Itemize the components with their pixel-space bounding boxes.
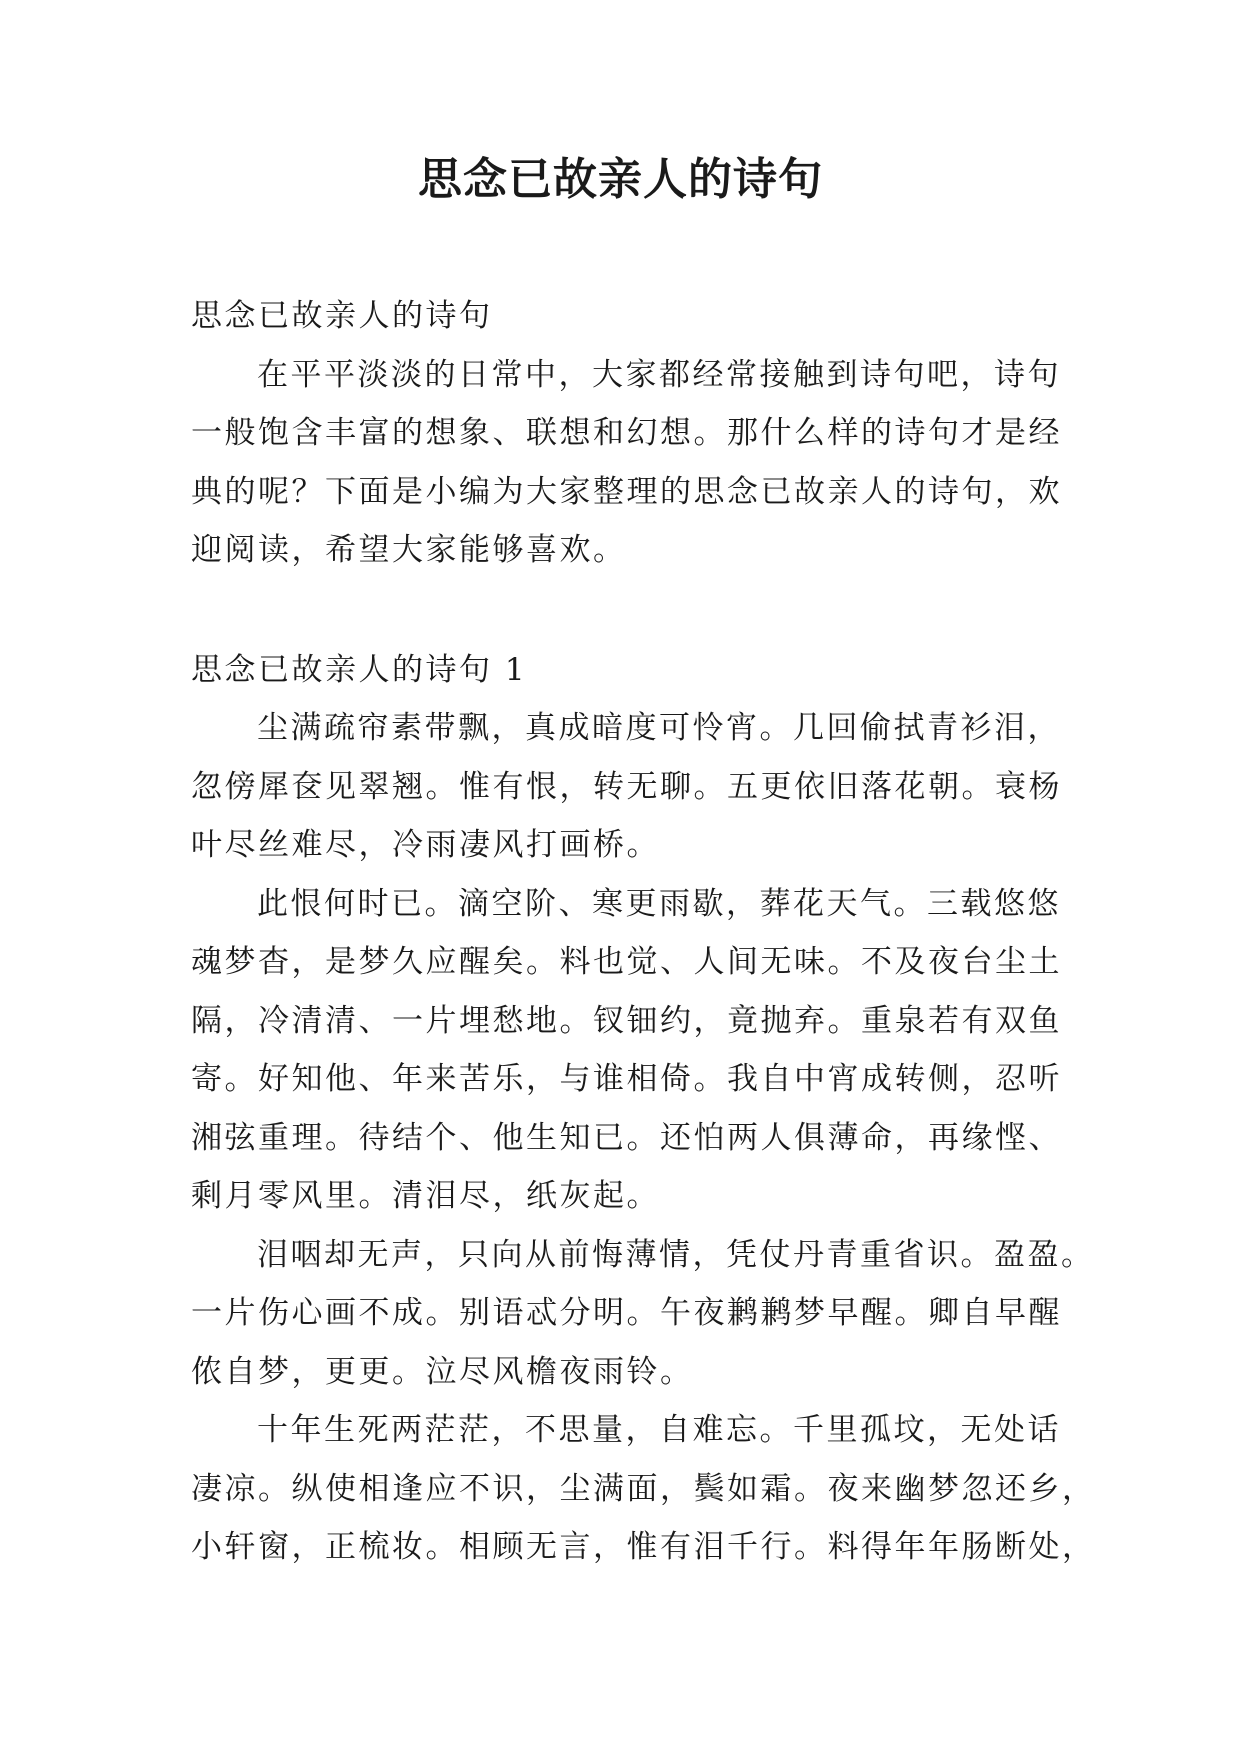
poem-line: 凄凉。纵使相逢应不识，尘满面，鬓如霜。夜来幽梦忽还乡，: [191, 1470, 1096, 1507]
poem-line: 隔，冷清清、一片埋愁地。钗钿约，竟抛弃。重泉若有双鱼: [191, 1002, 1062, 1039]
intro-line: 在平平淡淡的日常中，大家都经常接触到诗句吧，诗句: [257, 356, 1061, 393]
poem-line: 湘弦重理。待结个、他生知已。还怕两人俱薄命，再缘悭、: [191, 1119, 1062, 1156]
poem-line: 忽傍犀奁见翠翘。惟有恨，转无聊。五更依旧落花朝。衰杨: [191, 768, 1062, 805]
subtitle: 思念已故亲人的诗句: [191, 298, 493, 334]
document-body: [191, 287, 1096, 1577]
document-title: 思念已故亲人的诗句: [418, 154, 823, 205]
poem-line: 寄。好知他、年来苦乐，与谁相倚。我自中宵成转侧，忍听: [191, 1061, 1062, 1097]
intro-line: 一般饱含丰富的想象、联想和幻想。那什么样的诗句才是经: [191, 415, 1062, 451]
poem-line: 魂梦杳，是梦久应醒矣。料也觉、人间无味。不及夜台尘土: [191, 944, 1062, 980]
poem-line: 侬自梦，更更。泣尽风檐夜雨铃。: [191, 1353, 694, 1390]
paragraph-gap: [191, 580, 1049, 641]
poem-line: 泪咽却无声，只向从前悔薄情，凭仗丹青重省识。盈盈。: [257, 1236, 1095, 1273]
intro-line: 典的呢？下面是小编为大家整理的思念已故亲人的诗句，欢: [191, 473, 1062, 510]
poem-line: 小轩窗，正梳妆。相顾无言，惟有泪千行。料得年年肠断处，: [191, 1529, 1096, 1565]
poem-line: 叶尽丝难尽，冷雨凄风打画桥。: [191, 827, 660, 863]
intro-line: 迎阅读，希望大家能够喜欢。: [191, 532, 627, 568]
poem-line: 一片伤心画不成。别语忒分明。午夜鹣鹣梦早醒。卿自早醒: [191, 1295, 1062, 1331]
poem-line: 此恨何时已。滴空阶、寒更雨歇，葬花天气。三载悠悠: [257, 885, 1061, 922]
section-heading: 思念已故亲人的诗句 1: [191, 651, 528, 688]
poem-line: 剩月零风里。清泪尽，纸灰起。: [191, 1178, 660, 1214]
poem-line: 尘满疏帘素带飘，真成暗度可怜宵。几回偷拭青衫泪，: [257, 710, 1061, 746]
poem-line: 十年生死两茫茫，不思量，自难忘。千里孤坟，无处话: [257, 1412, 1061, 1448]
